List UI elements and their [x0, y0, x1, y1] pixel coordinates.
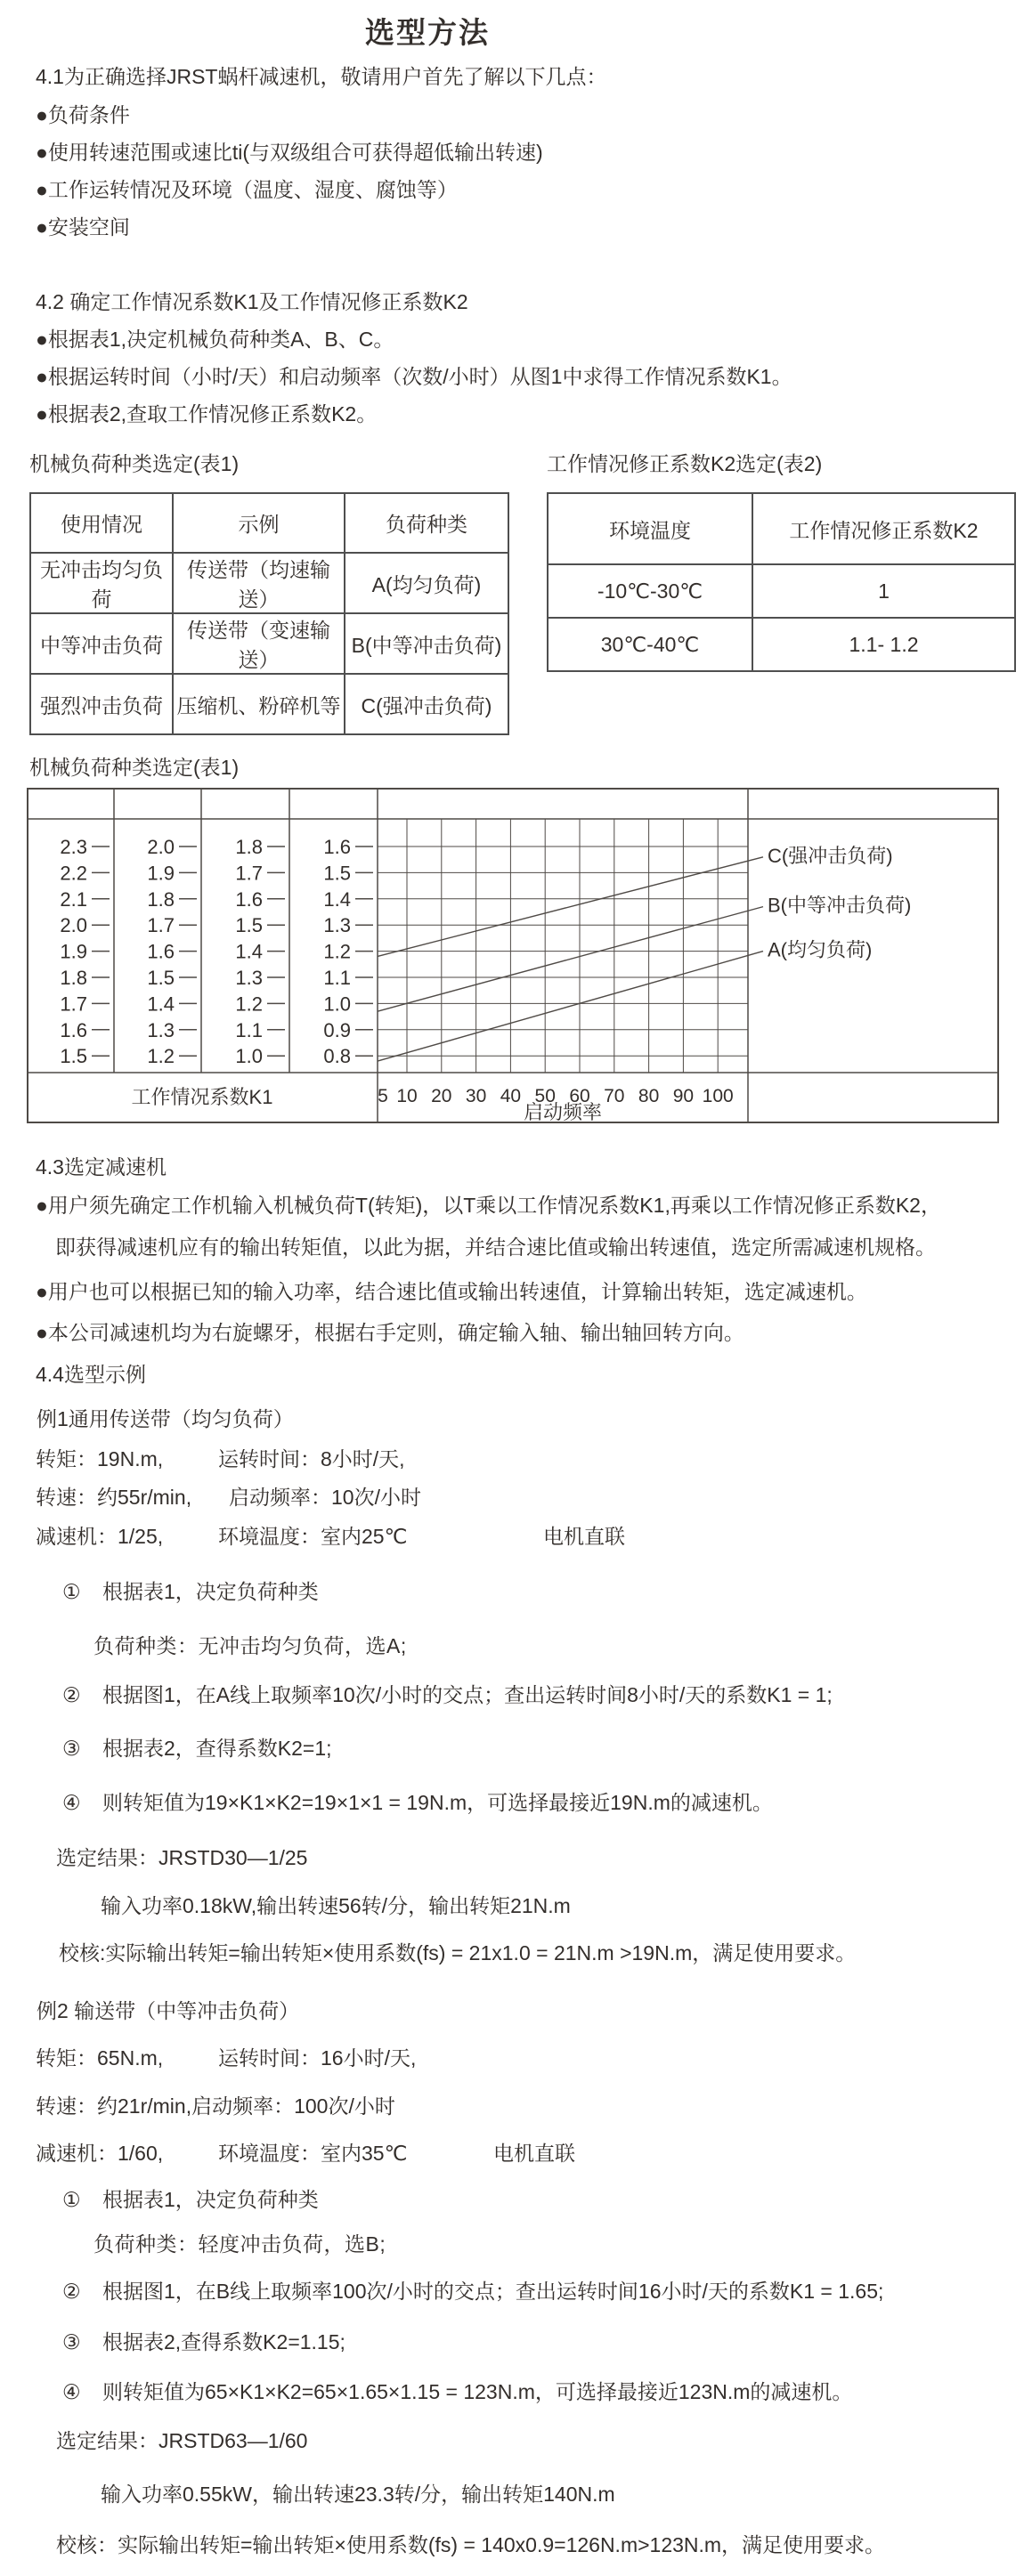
- example1-step1-sub: 负荷种类：无冲击均匀负荷，选A;: [93, 1634, 407, 1657]
- svg-text:1.1: 1.1: [323, 967, 351, 989]
- example1-step3-text: 根据表2，查得系数K2=1;: [102, 1737, 332, 1760]
- svg-text:2.3: 2.3: [60, 836, 87, 858]
- bullet-environment: ●工作运转情况及环境（温度、湿度、腐蚀等）: [36, 178, 458, 201]
- svg-text:1.7: 1.7: [60, 992, 87, 1016]
- svg-text:30: 30: [465, 1086, 487, 1106]
- svg-text:A(均匀负荷): A(均匀负荷): [768, 938, 873, 961]
- svg-text:C(强冲击负荷): C(强冲击负荷): [768, 844, 893, 867]
- example1-step3-number: ③: [62, 1737, 81, 1760]
- figure1-title: 机械负荷种类选定(表1): [29, 756, 240, 779]
- example1-speed: 转速：约55r/min,: [36, 1486, 192, 1509]
- s43-bullet2: ●用户也可以根据已知的输入功率，结合速比值或输出转速值，计算输出转矩，选定减速机。: [36, 1280, 867, 1303]
- svg-text:1.0: 1.0: [235, 1045, 263, 1068]
- svg-text:70: 70: [604, 1086, 625, 1106]
- svg-text:1.3: 1.3: [147, 1018, 175, 1041]
- svg-text:1.6: 1.6: [235, 887, 263, 911]
- example1-ambient-temp: 环境温度：室内25℃: [218, 1525, 408, 1548]
- example2-step4-text: 则转矩值为65×K1×K2=65×1.65×1.15 = 123N.m，可选择最接近123N.m的减速机。: [102, 2380, 853, 2403]
- svg-text:1.8: 1.8: [147, 887, 175, 911]
- s43-bullet1-line1: ●用户须先确定工作机输入机械负荷T(转矩)，以T乘以工作情况系数K1,再乘以工作情况修正系数K2，: [36, 1194, 941, 1217]
- svg-text:1.3: 1.3: [235, 967, 263, 989]
- svg-text:1.8: 1.8: [60, 967, 87, 989]
- example1-start-frequency: 启动频率：10次/小时: [229, 1486, 421, 1509]
- table-row: 30℃-40℃ 1.1- 1.2: [548, 618, 1015, 671]
- section-4-4-heading: 4.4选型示例: [36, 1363, 146, 1386]
- svg-text:2.0: 2.0: [147, 836, 175, 858]
- table1-header-example: 示例: [173, 493, 345, 553]
- example1-step4-number: ④: [62, 1791, 81, 1814]
- page-title: 选型方法: [365, 16, 490, 49]
- svg-text:1.8: 1.8: [235, 836, 263, 858]
- example2-step3-number: ③: [62, 2330, 81, 2353]
- table1-header-usage: 使用情况: [30, 493, 173, 553]
- svg-text:60: 60: [569, 1086, 590, 1106]
- svg-text:1.2: 1.2: [323, 940, 351, 963]
- bullet-speed-range: ●使用转速范围或速比ti(与双级组合可获得超低输出转速): [36, 141, 543, 164]
- svg-text:1.4: 1.4: [147, 992, 175, 1016]
- svg-text:工作情况系数K1: 工作情况系数K1: [131, 1086, 273, 1108]
- bullet-table1-ref: ●根据表1,决定机械负荷种类A、B、C。: [36, 328, 394, 351]
- svg-text:90: 90: [672, 1086, 695, 1106]
- svg-text:1.6: 1.6: [323, 836, 351, 858]
- example2-runtime: 运转时间：16小时/天,: [218, 2046, 417, 2070]
- example1-step2-text: 根据图1，在A线上取频率10次/小时的交点；查出运转时间8小时/天的系数K1 = 1;: [102, 1683, 833, 1706]
- bullet-install-space: ●安装空间: [36, 215, 130, 239]
- table2-title: 工作情况修正系数K2选定(表2): [547, 452, 823, 475]
- example2-torque: 转矩：65N.m,: [36, 2046, 164, 2070]
- svg-text:1.0: 1.0: [323, 992, 351, 1016]
- example2-step1-number: ①: [62, 2188, 81, 2211]
- section-4-2-heading: 4.2 确定工作情况系数K1及工作情况修正系数K2: [36, 290, 468, 313]
- example2-step2-text: 根据图1，在B线上取频率100次/小时的交点；查出运转时间16小时/天的系数K1 = 1.65;: [102, 2280, 884, 2303]
- table2-header-temp: 环境温度: [548, 493, 752, 564]
- svg-text:1.5: 1.5: [147, 967, 175, 989]
- s43-bullet3: ●本公司减速机均为右旋螺牙，根据右手定则，确定输入轴、输出轴回转方向。: [36, 1321, 744, 1344]
- example1-title: 例1通用传送带（均匀负荷）: [37, 1407, 294, 1430]
- svg-text:2.1: 2.1: [60, 887, 87, 911]
- example2-step1-text: 根据表1，决定负荷种类: [102, 2188, 319, 2211]
- svg-text:1.6: 1.6: [147, 940, 175, 963]
- example1-torque: 转矩：19N.m,: [36, 1447, 164, 1470]
- example2-title: 例2 输送带（中等冲击负荷）: [37, 1999, 300, 2022]
- example1-ratio: 减速机：1/25,: [36, 1525, 164, 1548]
- figure1-chart: [27, 788, 999, 1123]
- example1-check: 校核:实际输出转矩=输出转矩×使用系数(fs) = 21x1.0 = 21N.m >19N.m，满足使用要求。: [59, 1941, 857, 1964]
- table1-title: 机械负荷种类选定(表1): [29, 452, 240, 475]
- example2-result: 选定结果：JRSTD63—1/60: [56, 2429, 308, 2452]
- svg-text:40: 40: [500, 1086, 522, 1106]
- svg-text:1.4: 1.4: [323, 887, 351, 911]
- example2-ratio: 减速机：1/60,: [36, 2142, 164, 2165]
- svg-text:10: 10: [396, 1086, 418, 1106]
- table2-header-k2: 工作情况修正系数K2: [752, 493, 1015, 564]
- example1-result-detail: 输入功率0.18kW,输出转速56转/分，输出转矩21N.m: [101, 1894, 571, 1917]
- example2-step4-number: ④: [62, 2380, 81, 2403]
- bullet-load-condition: ●负荷条件: [36, 103, 130, 126]
- svg-text:0.9: 0.9: [323, 1018, 351, 1041]
- example2-check: 校核：实际输出转矩=输出转矩×使用系数(fs) = 140x0.9=126N.m>123N.m，满足使用要求。: [56, 2533, 886, 2556]
- example2-step1-sub: 负荷种类：轻度冲击负荷，选B;: [93, 2232, 386, 2256]
- svg-text:B(中等冲击负荷): B(中等冲击负荷): [768, 894, 912, 917]
- svg-text:5: 5: [378, 1086, 388, 1106]
- example1-step1-text: 根据表1，决定负荷种类: [102, 1580, 319, 1603]
- example2-ambient-temp: 环境温度：室内35℃: [218, 2142, 408, 2165]
- table1-header-loadkind: 负荷种类: [345, 493, 508, 553]
- svg-text:1.7: 1.7: [147, 914, 175, 937]
- svg-text:2.2: 2.2: [60, 862, 87, 885]
- svg-text:1.9: 1.9: [60, 940, 87, 963]
- svg-text:1.5: 1.5: [235, 914, 263, 937]
- section-4-3-heading: 4.3选定减速机: [36, 1155, 167, 1179]
- svg-text:0.8: 0.8: [323, 1045, 351, 1068]
- table-row: -10℃-30℃ 1: [548, 564, 1015, 618]
- svg-text:1.5: 1.5: [323, 862, 351, 885]
- table2-k2-correction: [547, 492, 1016, 672]
- example2-result-detail: 输入功率0.55kW，输出转速23.3转/分，输出转矩140N.m: [101, 2483, 615, 2506]
- example2-motor-direct: 电机直联: [493, 2142, 575, 2165]
- svg-text:1.7: 1.7: [235, 862, 263, 885]
- svg-text:1.9: 1.9: [147, 862, 175, 885]
- svg-text:1.4: 1.4: [235, 940, 263, 963]
- example1-step1-number: ①: [62, 1580, 81, 1603]
- s43-bullet1-line2: 即获得减速机应有的输出转矩值，以此为据，并结合速比值或输出转速值，选定所需减速机规格。: [55, 1235, 936, 1259]
- svg-text:1.3: 1.3: [323, 914, 351, 937]
- bullet-figure1-ref: ●根据运转时间（小时/天）和启动频率（次数/小时）从图1中求得工作情况系数K1。: [36, 365, 792, 388]
- svg-text:1.1: 1.1: [235, 1018, 263, 1041]
- section-4-1-heading: 4.1为正确选择JRST蜗杆减速机，敬请用户首先了解以下几点：: [36, 65, 607, 88]
- svg-text:2.0: 2.0: [60, 914, 87, 937]
- svg-text:1.6: 1.6: [60, 1018, 87, 1041]
- svg-text:1.2: 1.2: [235, 992, 263, 1016]
- example2-step3-text: 根据表2,查得系数K2=1.15;: [102, 2330, 345, 2353]
- table-row: 无冲击均匀负荷 传送带（均速输送） A(均匀负荷): [30, 553, 508, 613]
- svg-text:20: 20: [431, 1086, 452, 1106]
- svg-text:1.2: 1.2: [147, 1045, 175, 1068]
- example1-motor-direct: 电机直联: [543, 1525, 625, 1548]
- example2-step2-number: ②: [62, 2280, 81, 2303]
- example1-runtime: 运转时间：8小时/天,: [218, 1447, 405, 1470]
- table-row: 强烈冲击负荷 压缩机、粉碎机等 C(强冲击负荷): [30, 674, 508, 734]
- svg-text:启动频率: 启动频率: [523, 1101, 603, 1123]
- example1-result: 选定结果：JRSTD30—1/25: [56, 1846, 308, 1869]
- example2-speed-frequency: 转速：约21r/min,启动频率：100次/小时: [36, 2094, 395, 2118]
- example1-step2-number: ②: [62, 1683, 81, 1706]
- table1-load-type: [29, 492, 509, 735]
- table-row: 中等冲击负荷 传送带（变速输送） B(中等冲击负荷): [30, 613, 508, 674]
- svg-text:100: 100: [702, 1086, 734, 1106]
- svg-text:50: 50: [534, 1086, 556, 1106]
- bullet-table2-ref: ●根据表2,查取工作情况修正系数K2。: [36, 402, 378, 425]
- example1-step4-text: 则转矩值为19×K1×K2=19×1×1 = 19N.m，可选择最接近19N.m的减速机。: [102, 1791, 773, 1814]
- svg-text:80: 80: [638, 1086, 660, 1106]
- svg-text:1.5: 1.5: [60, 1045, 87, 1068]
